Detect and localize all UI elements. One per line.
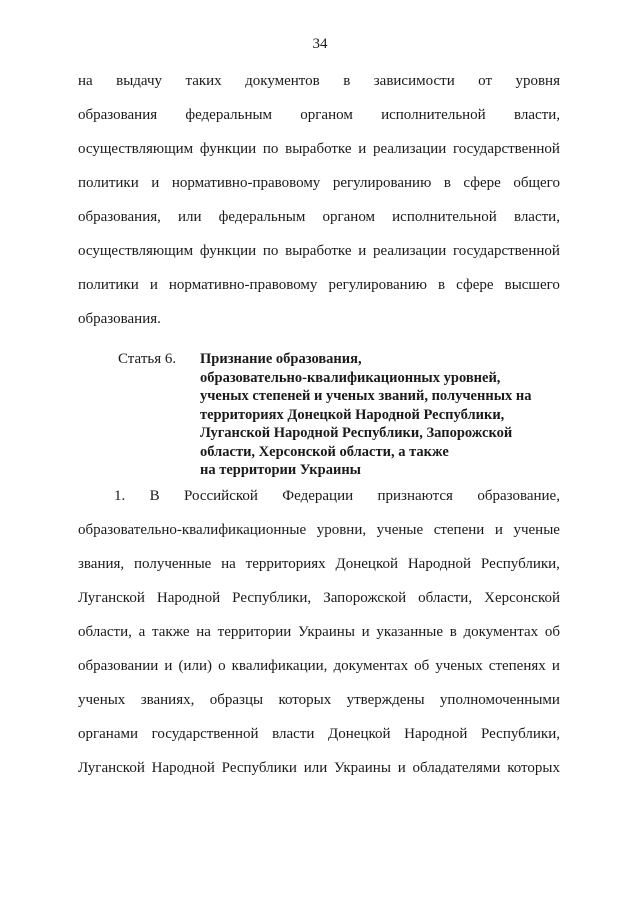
word: Федерации xyxy=(282,488,354,504)
word: В xyxy=(149,488,160,504)
article-title-line: территориях Донецкой Народной Республики, xyxy=(200,406,505,423)
word: звания, xyxy=(78,556,125,572)
word: Запорожской xyxy=(323,590,407,606)
word: функции xyxy=(199,141,257,157)
word: области, xyxy=(78,624,132,640)
word: выработке xyxy=(285,141,352,157)
text-line: образования. xyxy=(78,311,161,327)
article-title-line: на территории Украины xyxy=(200,462,362,478)
word: в xyxy=(343,73,351,89)
word: и xyxy=(358,141,367,157)
text-line xyxy=(78,520,560,540)
word: которых xyxy=(507,760,560,776)
word: по xyxy=(262,243,279,259)
word: функции xyxy=(199,243,257,259)
word: признаются xyxy=(377,488,453,504)
word: на xyxy=(78,73,93,89)
article-title-line: ученых степеней и ученых званий, полученных на xyxy=(200,388,532,404)
word: и xyxy=(164,658,173,674)
word: государственной xyxy=(151,726,259,742)
text-line xyxy=(78,139,560,159)
word: и xyxy=(397,760,406,776)
word: и xyxy=(358,243,367,259)
word: или xyxy=(303,760,328,776)
word: в xyxy=(438,277,446,293)
word: органом xyxy=(300,107,353,123)
word: утверждены xyxy=(346,692,425,708)
word: государственной xyxy=(453,141,560,157)
word: по xyxy=(262,141,279,157)
word: образовании xyxy=(78,658,159,674)
word: реализации xyxy=(372,141,447,157)
word: государственной xyxy=(453,243,560,259)
text-line xyxy=(78,588,560,608)
word: степенях xyxy=(488,658,546,674)
word: Республики, xyxy=(232,590,312,606)
word: нормативно-правовому xyxy=(168,277,318,293)
word: территории xyxy=(217,624,292,640)
word: Народной xyxy=(404,726,468,742)
word: ученые xyxy=(376,522,424,538)
word: об xyxy=(414,658,430,674)
word: уполномоченными xyxy=(439,692,560,708)
word: и xyxy=(494,522,503,538)
word: власти, xyxy=(513,209,560,225)
word: которых xyxy=(278,692,332,708)
word: Республики, xyxy=(480,556,560,572)
word: о xyxy=(218,658,226,674)
text-line xyxy=(78,622,560,642)
word: (или) xyxy=(178,658,212,674)
word: ученых xyxy=(78,692,126,708)
article-label: Статья 6. xyxy=(118,351,177,367)
word: Республики xyxy=(221,760,297,776)
word: документов xyxy=(245,73,320,89)
word: полученные xyxy=(134,556,212,572)
word: органами xyxy=(78,726,139,742)
text-line xyxy=(114,486,560,506)
word: образование, xyxy=(477,488,560,504)
word: 1. xyxy=(114,488,126,504)
word: выдачу xyxy=(116,73,163,89)
word: званиях, xyxy=(140,692,195,708)
word: Украины xyxy=(334,760,391,776)
word: Украины xyxy=(298,624,355,640)
word: территориях xyxy=(245,556,326,572)
text-line xyxy=(78,71,560,91)
word: Херсонской xyxy=(484,590,560,606)
word: сфере xyxy=(456,277,494,293)
word: Народной xyxy=(156,590,221,606)
text-line xyxy=(78,758,560,778)
article-title-line: Признание образования, xyxy=(200,351,362,367)
word: Народной xyxy=(151,760,215,776)
word: федеральным xyxy=(185,107,273,123)
word: документах xyxy=(333,658,409,674)
word: от xyxy=(478,73,493,89)
word: указанные xyxy=(376,624,443,640)
article-title xyxy=(200,350,560,480)
word: об xyxy=(544,624,560,640)
word: на xyxy=(221,556,236,572)
word: образования, xyxy=(78,209,161,225)
word: власти xyxy=(272,726,315,742)
word: регулированию xyxy=(332,175,432,191)
word: ученые xyxy=(513,522,560,538)
word: Луганской xyxy=(78,760,145,776)
word: сфере xyxy=(463,175,501,191)
word: исполнительной xyxy=(392,209,497,225)
text-line xyxy=(78,275,560,295)
word: власти, xyxy=(513,107,560,123)
word: области, xyxy=(418,590,473,606)
text-line xyxy=(78,554,560,574)
word: федеральным xyxy=(218,209,306,225)
word: политики xyxy=(78,277,139,293)
word: образования xyxy=(78,107,158,123)
article-title-line: области, Херсонской области, а также xyxy=(200,443,449,460)
word: и xyxy=(551,658,560,674)
word: выработке xyxy=(285,243,352,259)
word: реализации xyxy=(372,243,447,259)
word: нормативно-правовому xyxy=(171,175,321,191)
text-line xyxy=(78,241,560,261)
word: или xyxy=(178,209,202,225)
word: исполнительной xyxy=(381,107,486,123)
word: обладателями xyxy=(412,760,501,776)
word: Донецкой xyxy=(335,556,399,572)
text-line xyxy=(78,656,560,676)
text-line xyxy=(78,690,560,710)
word: степени xyxy=(433,522,485,538)
word: органом xyxy=(322,209,376,225)
word: осуществляющим xyxy=(78,141,194,157)
word: осуществляющим xyxy=(78,243,194,259)
word: регулированию xyxy=(328,277,427,293)
word: Луганской xyxy=(78,590,145,606)
article-title-line: Луганской Народной Республики, Запорожской xyxy=(200,425,513,441)
word: Республики, xyxy=(481,726,560,742)
word: политики xyxy=(78,175,139,191)
word: документах xyxy=(463,624,539,640)
text-line xyxy=(78,173,560,193)
word: в xyxy=(449,624,457,640)
text-line xyxy=(78,207,560,227)
word: зависимости xyxy=(373,73,455,89)
word: высшего xyxy=(504,277,560,293)
word: Донецкой xyxy=(328,726,391,742)
word: на xyxy=(196,624,211,640)
word: образовательно-квалификационные xyxy=(78,522,307,538)
word: квалификации, xyxy=(231,658,328,674)
word: ученых xyxy=(435,658,483,674)
word: Российской xyxy=(183,488,258,504)
word: а xyxy=(138,624,146,640)
word: также xyxy=(152,624,190,640)
article-title-line: образовательно-квалификационных уровней, xyxy=(200,369,501,386)
page-number: 34 xyxy=(312,36,328,52)
text-line xyxy=(78,724,560,744)
word: таких xyxy=(185,73,222,89)
word: образцы xyxy=(209,692,264,708)
word: уровни, xyxy=(316,522,367,538)
text-line xyxy=(78,105,560,125)
word: и xyxy=(361,624,370,640)
word: общего xyxy=(513,175,560,191)
word: Народной xyxy=(407,556,472,572)
word: в xyxy=(443,175,451,191)
word: и xyxy=(149,277,158,293)
word: уровня xyxy=(515,73,560,89)
word: и xyxy=(151,175,160,191)
